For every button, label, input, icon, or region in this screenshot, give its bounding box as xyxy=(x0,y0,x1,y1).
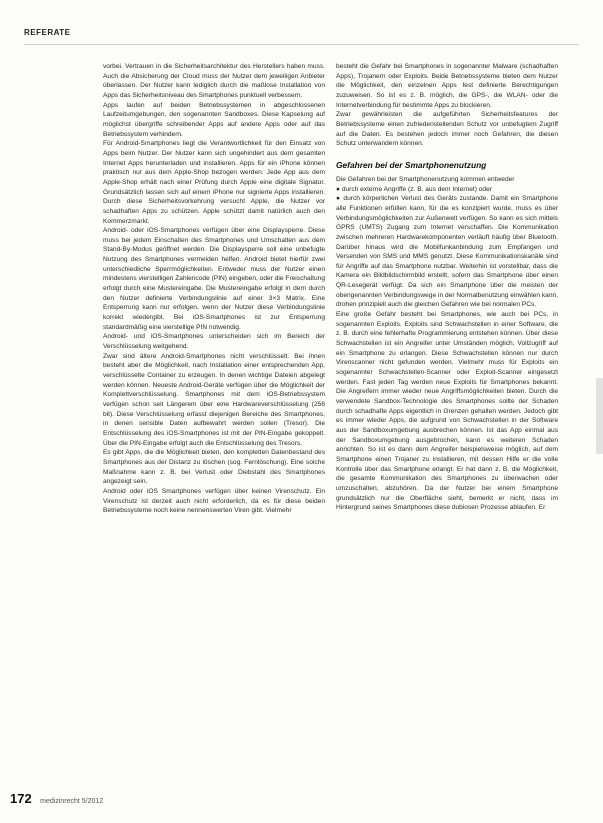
paragraph: Android- oder iOS-Smartphones verfügen über eine Displaysperre. Diese muss bei jedem Einschalten des Smartphones und Umschalten aus dem Stand-By-Modus geöffnet werden. Die Displaysperre soll eine unbefugte Nutzung des Smartphones vermeiden helfen. Android bietet hierfür zwei unterschiedliche Sperrmöglichkeiten. Entweder muss der Nutzer einen mindestens vierstelligen Zahlencode (PIN) eingeben, oder die Freischaltung erfolgt durch eine Mustereingabe. Die Mustereingabe erfolgt in dem durch den Nutzer definierte Verbindungslinie auf einer 3×3 Matrix. Eine Entsperrung kann nur erfolgen, wenn der Nutzer diese Verbindungslinie korrekt wiedergibt. Bei iOS-Smartphones ist zur Entsperrung standardmäßig eine vierstellige PIN notwendig. xyxy=(103,227,325,331)
paragraph: Android oder iOS Smartphones verfügen über keinen Virenschutz. Ein Virenschutz ist derzeit auch nicht erforderlich, da es für diese beiden Betriebssysteme noch keine nennenswerten Viren gibt. Vielmehr xyxy=(103,487,325,515)
paragraph: Zwar sind ältere Android-Smartphones nicht verschlüsselt. Bei ihnen besteht aber die Möglichkeit, nach Installation einer entsprechenden App, verschlüsselte Container zu erzeugen. In denen wichtige Dateien abgelegt werden können. Neueste Android-Geräte verfügen über die Möglichkeit der Komplettverschlüsselung. Smartphones mit dem iOS-Betriebssystem verfügen schon seit Längerem über eine Hardwareverschlüsselung (256 bit). Diese Verschlüsselung erfasst diejenigen Bereiche des Smartphones, in denen sensible Daten aufbewahrt werden sollen (Tresor). Die Entschlüsselung des iOS-Smartphones ist mit der PIN-Eingabe gekoppelt. Über die PIN-Eingabe erfolgt auch die Entschlüsselung des Tresors. xyxy=(103,352,325,447)
page-footer xyxy=(10,790,103,804)
paragraph: Die Gefahren bei der Smartphonenutzung kommen entweder xyxy=(336,175,515,183)
bullet-item: ● durch körperlichen Verlust des Geräts zustande. Damit ein Smartphone alle Funktionen erfüllen kann, für die es konzipiert wurde, muss es über Verbindungsmöglichkeiten zur Außenwelt verfügen. So kann es sich mittels GPRS (UMTS) Zugang zum Internet verschaffen. Die Kommunikation zwischen mehreren Hardwarekomponenten verläuft häufig über Bluetooth. Darüber hinaus wird die Mobilfunkanbindung zum Empfangen und Versenden von SMS und MMS genutzt. Diese Kommunikationskanäle sind für Angriffe auf das Smartphone nutzbar. Weiterhin ist vorstellbar, dass die Kamera ein Bildbildschirmbild erstellt, sofern das Smartphone über einen QR-Lesegerät verfügt. Da sich ein Smartphone über die meisten der obengenannten Verbindungswege in der Normalbenutzung einwählen kann, drohen prinzipiell auch die gleichen Gefahren wie bei normalen PCs. xyxy=(336,195,558,309)
bullet-item: ● durch externe Angriffe (z. B. aus dem Internet) oder xyxy=(336,185,492,193)
paragraph: Android- und iOS-Smartphones unterscheiden sich im Bereich der Verschlüsselung weitgehend. xyxy=(103,333,325,351)
paragraph: Eine große Gefahr besteht bei Smartphones, wie auch bei PCs, in sogenannten Exploits. Exploits sind Schwachstellen in einer Software, die z. B. durch eine fehlerhafte Programmierung entstehen können. Über diese Schwachstellen ist ein Angreifer unter Umständen möglich, Vollzugriff auf ein Smartphone zu erlangen. Diese Schwachstellen können nur durch Virenscanner nicht gefunden werden. Vielmehr muss für Exploits ein sogenannter Schwachstellen-Scanner oder Exploit-Scanner eingesetzt werden. Fast jeden Tag werden neue Exploits für Smartphones bekannt. Die Angreifern immer wieder neue Angriffsmöglichkeiten bieten. Durch die verwendete Sandbox-Technologie des Smartphones sollte der Schaden durch schadhafte Apps eigentlich in Grenzen gehalten werden. Jedoch gibt es immer wieder Apps, die aufgrund von Schwachstellen in der Software aus der Sandboxumgebung ausbrechen können. Ist das App einmal aus der Sandboxumgebung ausgebrochen, kann es weiteren Schaden anrichten. So ist es dann dem Angreifer beispielsweise möglich, auf dem Smartphone einen Trojaner zu installieren, mit dessen Hilfe er die volle Kontrolle über das Smartphone erlangt. Er hat dann z. B. die Möglichkeit, die gesamte Kommunikation des Smartphones zu überwachen oder umzuschalten, abzuhören. Da der Nutzer bei einem Smartphone grundsätzlich nur die Oberfläche sieht, bemerkt er nicht, dass im Hintergrund seines Smartphones diese dubiosen Prozesse ablaufen. Er xyxy=(336,311,558,512)
magazine-issue: medizinrecht 5/2012 xyxy=(40,798,104,805)
page-number: 172 xyxy=(10,791,32,806)
paragraph: Für Android-Smartphones liegt die Verantwortlichkeit für den Einsatz von Apps beim Nutzer. Der Nutzer kann sich ungehindert aus dem gesamten Internet Apps herunterladen und installieren. Apps für ein iPhone können praktisch nur aus dem Apple-Shop bezogen werden. Jede App aus dem Apple-Shop erhält nach einer Prüfung durch Apple eine digitale Signatur. Grundsätzlich lassen sich auf einem iPhone nur signierte Apps installieren. Durch diese Sicherheitsvorkehrung versucht Apple, die Nutzer vor schadhaften Apps zu schützen. Apple schützt damit natürlich auch den Kommerzmarkt. xyxy=(103,140,325,225)
paragraph: Zwar gewährleisten die aufgeführten Sicherheitsfeatures der Betriebssysteme einen zufriedenstellenden Schutz vor unbefugtem Zugriff auf die Daten. Es bestehen jedoch immer noch Gefahren, die diesen Schutz unterwandern können. xyxy=(336,111,558,148)
edge-mark xyxy=(596,378,603,454)
section-heading: Gefahren bei der Smartphonenutzung xyxy=(336,159,487,170)
paragraph: besteht die Gefahr bei Smartphones in sogenannter Malware (schadhaften Apps), Trojanern oder Exploits. Beide Betriebssysteme bieten dem Nutzer die Möglichkeit, den einzelnen Apps fest definierte Berechtigungen zuzuweisen. So ist es z. B. möglich, die GPS-, die WLAN- oder die Internetverbindung für bestimmte Apps zu blockieren. xyxy=(336,63,558,109)
right-column xyxy=(336,62,558,768)
paragraph: Apps laufen auf beiden Betriebssystemen in abgeschlossenen Laufzeitumgebungen, den sogenannten Sandboxes. Diese Kapselung auf möglichst übergriffe schreibender Apps auf andere Apps oder auf das Betriebssystem verhindern. xyxy=(103,101,325,138)
section-label: REFERATE xyxy=(24,28,71,37)
paragraph: Es gibt Apps, die die Möglichkeit bieten, den kompletten Datenbestand des Smartphones aus der Distanz zu löschen (sog. Fernlöschung). Eine solche Maßnahme kann z. B. bei Verlust oder Diebstahl des Smartphones angezeigt sein. xyxy=(103,449,325,486)
paragraph: vorbei. Vertrauen in die Sicherheitsarchitektur des Herstellers haben muss. Auch die Absicherung der Cloud muss der Nutzer dem jeweiligen Anbieter überlassen. Der Nutzer kann lediglich durch die maßlose Installation von Apps das Sicherheitsniveau des Smartphones punktuell verbessern. xyxy=(103,63,325,99)
header-rule xyxy=(24,44,579,45)
left-column xyxy=(103,62,325,768)
